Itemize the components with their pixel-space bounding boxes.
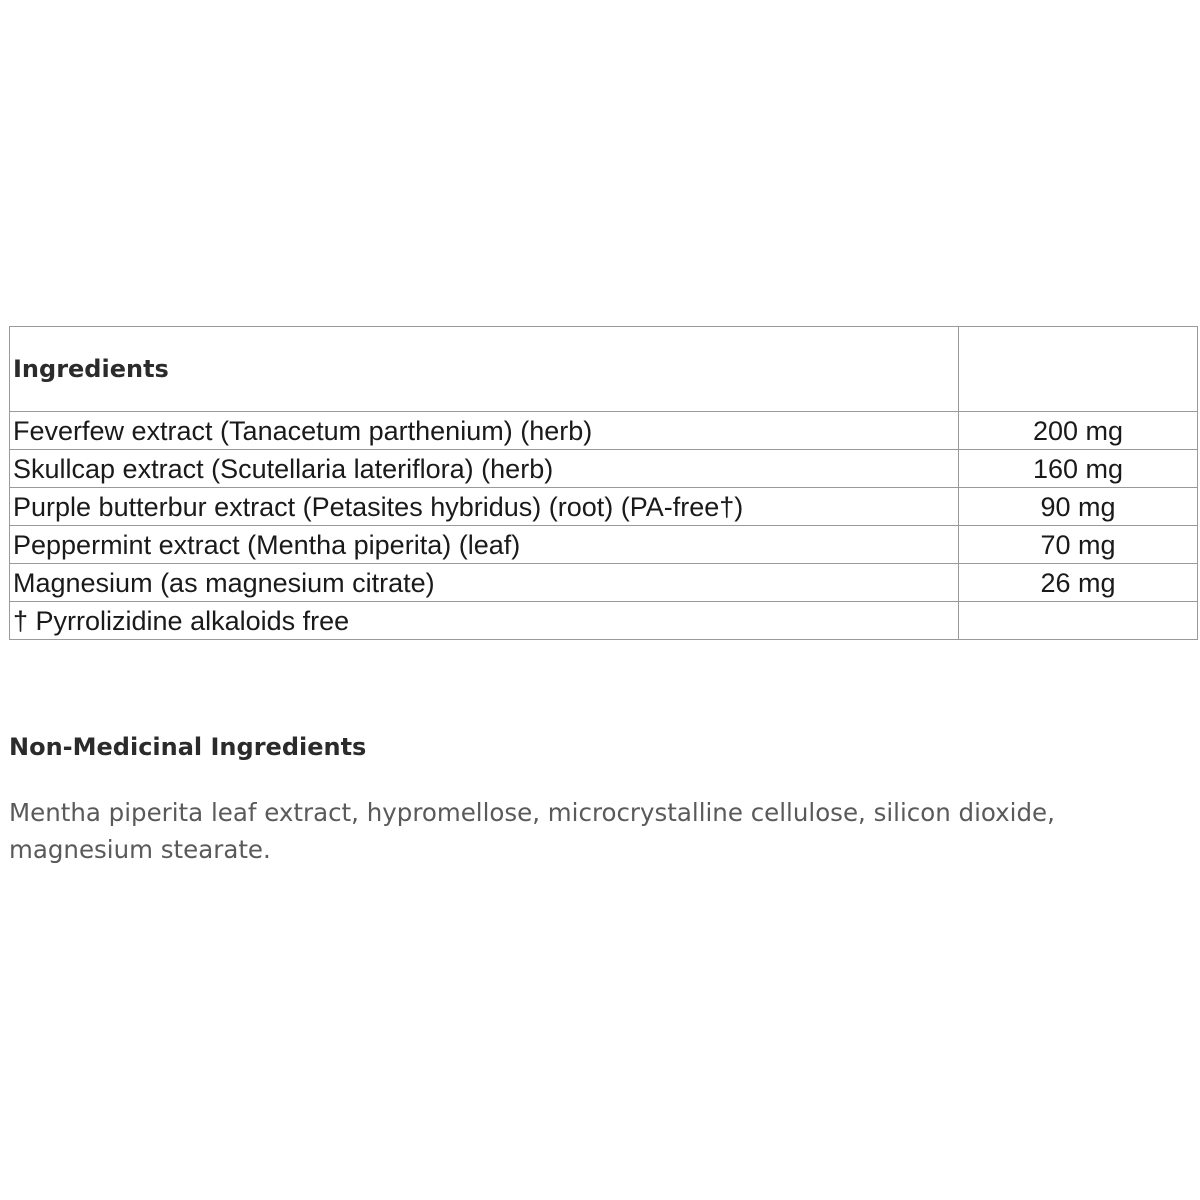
ingredients-table bbox=[9, 326, 1198, 640]
ingredient-amount-cell: 26 mg bbox=[959, 564, 1198, 602]
table-row bbox=[10, 412, 1198, 450]
footnote-cell: † Pyrrolizidine alkaloids free bbox=[10, 602, 959, 640]
ingredient-amount-cell: 70 mg bbox=[959, 526, 1198, 564]
ingredient-amount-cell: 90 mg bbox=[959, 488, 1198, 526]
table-row bbox=[10, 450, 1198, 488]
ingredients-header-label: Ingredients bbox=[10, 327, 959, 412]
non-medicinal-title: Non-Medicinal Ingredients bbox=[9, 733, 367, 761]
ingredient-name-cell: Skullcap extract (Scutellaria lateriflora) (herb) bbox=[10, 450, 959, 488]
table-row bbox=[10, 526, 1198, 564]
footnote-amount-cell bbox=[959, 602, 1198, 640]
ingredient-name-cell: Magnesium (as magnesium citrate) bbox=[10, 564, 959, 602]
ingredient-name-cell: Purple butterbur extract (Petasites hybridus) (root) (PA-free†) bbox=[10, 488, 959, 526]
table-row bbox=[10, 602, 1198, 640]
non-medicinal-text: Mentha piperita leaf extract, hypromellose, microcrystalline cellulose, silicon dioxide, magnesium stearate. bbox=[9, 798, 1055, 864]
table-row bbox=[10, 488, 1198, 526]
amount-header-cell bbox=[959, 327, 1198, 412]
table-header-row bbox=[10, 327, 1198, 412]
ingredient-name-cell: Feverfew extract (Tanacetum parthenium) (herb) bbox=[10, 412, 959, 450]
ingredient-amount-cell: 200 mg bbox=[959, 412, 1198, 450]
ingredient-amount-cell: 160 mg bbox=[959, 450, 1198, 488]
table-row bbox=[10, 564, 1198, 602]
ingredient-name-cell: Peppermint extract (Mentha piperita) (leaf) bbox=[10, 526, 959, 564]
